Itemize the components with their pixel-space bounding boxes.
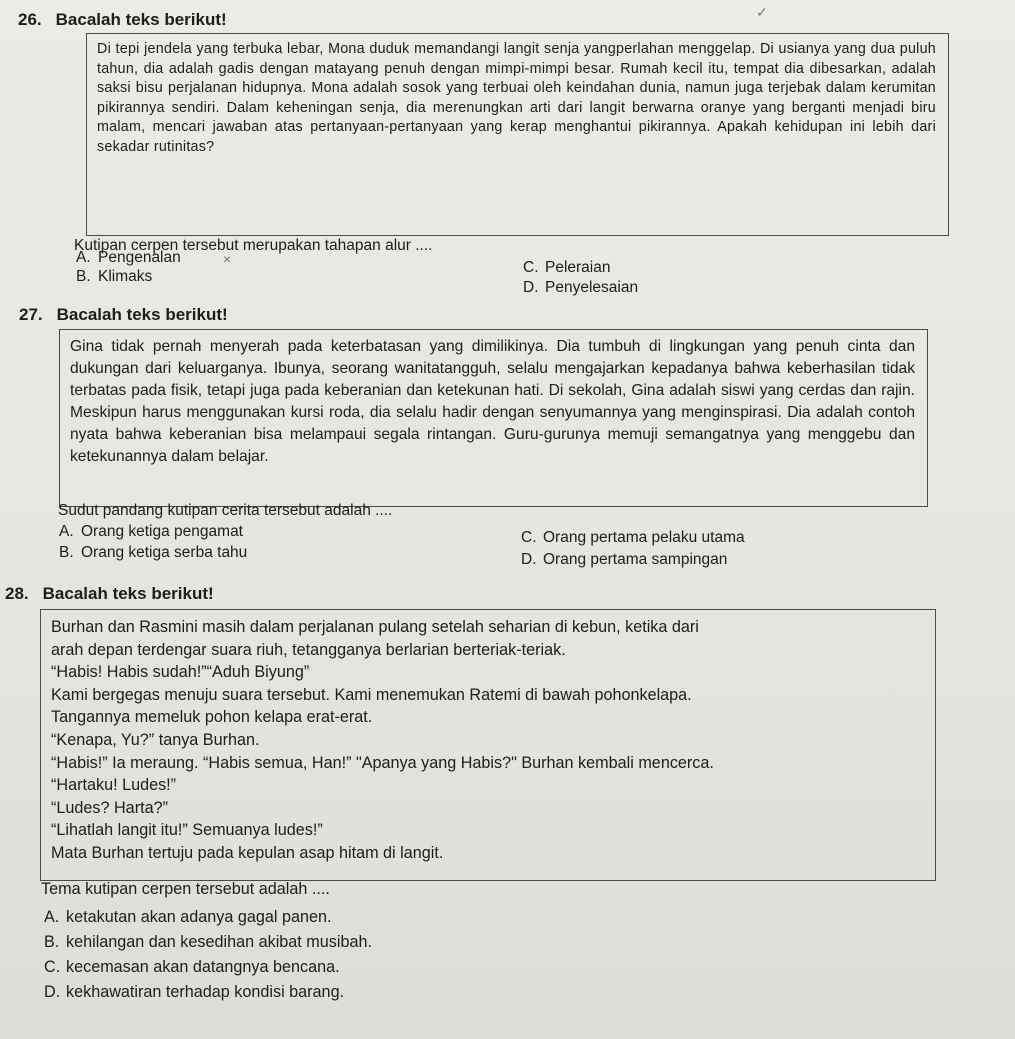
question-26-prompt: Kutipan cerpen tersebut merupakan tahapan alur .... (74, 237, 433, 254)
question-26-option-b[interactable] (76, 268, 152, 286)
passage-line: “Habis! Habis sudah!”“Aduh Biyung” (51, 663, 310, 682)
passage-line: arah depan terdengar suara riuh, tetangganya berlarian berteriak-teriak. (51, 640, 566, 659)
passage-line: “Kenapa, Yu?” tanya Burhan. (51, 730, 260, 749)
check-mark-icon: ✓ (756, 4, 768, 20)
option-letter: D. (523, 279, 539, 296)
question-26-passage: Di tepi jendela yang terbuka lebar, Mona duduk memandangi langit senja yangperlahan menggelap. Di usianya yang dua puluh tahun, dia adalah gadis dengan matayang penuh dengan mimpi-mimpi besar. Rumah kecil itu, tempat dia dibesarkan, adalah saksi bisu perjalanan hidupnya. Mona adalah sosok yang terbuai oleh keindahan dunia, namun juga terjebak dalam kerumitan pikirannya sendiri. Dalam keheningan senja, dia merenungkan arti dari langit berwarna oranye yang berganti menjadi biru malam, mencari jawaban atas pertanyaan-pertanyaan yang kerap menghantui pikirannya. Apakah kehidupan ini lebih dari sekadar rutinitas? (97, 41, 936, 155)
option-text: Pengenalan (98, 249, 181, 266)
question-26-title: Bacalah teks berikut! (55, 10, 227, 29)
option-text: Klimaks (98, 268, 153, 285)
question-28-heading (5, 584, 214, 604)
option-text: Penyelesaian (545, 279, 639, 296)
question-28-prompt: Tema kutipan cerpen tersebut adalah .... (41, 880, 330, 898)
question-26-heading (18, 10, 227, 30)
option-letter: D. (521, 551, 537, 568)
option-text: Orang ketiga serba tahu (81, 544, 248, 561)
option-letter: D. (44, 983, 61, 1001)
option-letter: B. (76, 268, 91, 285)
question-27-passage-box (59, 329, 928, 507)
option-letter: C. (523, 259, 539, 276)
question-27-title: Bacalah teks berikut! (56, 305, 228, 324)
question-28-option-b[interactable] (44, 933, 372, 952)
question-27-option-a[interactable] (59, 523, 243, 541)
option-text: ketakutan akan adanya gagal panen. (66, 908, 332, 926)
question-26-option-d[interactable] (523, 279, 638, 297)
question-26-passage-box (86, 33, 949, 236)
option-letter: C. (44, 958, 61, 976)
passage-line: Burhan dan Rasmini masih dalam perjalanan pulang setelah seharian di kebun, ketika dari (51, 618, 699, 636)
passage-line: Mata Burhan tertuju pada kepulan asap hitam di langit. (51, 843, 444, 862)
option-text: kehilangan dan kesedihan akibat musibah. (66, 933, 372, 951)
passage-line: “Lihatlah langit itu!” Semuanya ludes!” (51, 821, 323, 840)
question-26-option-a[interactable] (76, 249, 181, 267)
option-text: Peleraian (545, 259, 611, 276)
passage-line: “Hartaku! Ludes!” (51, 776, 177, 795)
question-28-number: 28. (5, 584, 29, 603)
passage-line: “Habis!” Ia meraung. “Habis semua, Han!” "Apanya yang Habis?" Burhan kembali mencerca. (51, 753, 714, 772)
option-letter: A. (44, 908, 60, 926)
passage-line: Kami bergegas menuju suara tersebut. Kami menemukan Ratemi di bawah pohonkelapa. (51, 685, 692, 704)
option-letter: A. (76, 249, 91, 266)
option-text: kekhawatiran terhadap kondisi barang. (66, 983, 345, 1001)
option-letter: B. (59, 544, 74, 561)
question-27-option-b[interactable] (59, 544, 247, 562)
question-28-option-d[interactable] (44, 983, 344, 1002)
question-27-heading (19, 305, 228, 325)
question-28-option-a[interactable] (44, 908, 332, 927)
question-28-passage-box (40, 609, 936, 881)
option-letter: C. (521, 529, 537, 546)
question-27-passage: Gina tidak pernah menyerah pada keterbatasan yang dimilikinya. Dia tumbuh di lingkungan yang penuh cinta dan dukungan dari keluarganya. Ibunya, seorang wanitatangguh, selalu mengajarkan kepadanya bahwa keberhasilan tidak terbatas pada fisik, tetapi juga pada keberanian dan ketekunan hati. Di sekolah, Gina adalah siswi yang cerdas dan rajin. Meskipun harus menggunakan kursi roda, dia selalu hadir dengan senyumannya yang menginspirasi. Dia adalah contoh nyata bahwa keberanian bisa melampaui segala rintangan. Guru-gurunya memuji semangatnya yang menggebu dan ketekunannya dalam belajar. (70, 338, 915, 465)
question-26-number: 26. (18, 10, 42, 29)
passage-line: Tangannya memeluk pohon kelapa erat-erat. (51, 708, 373, 727)
question-27-option-d[interactable] (521, 551, 727, 569)
cross-mark-icon: × (223, 251, 232, 267)
question-27-option-c[interactable] (521, 529, 745, 547)
question-28-option-c[interactable] (44, 958, 340, 977)
option-text: Orang ketiga pengamat (81, 523, 243, 540)
option-text: Orang pertama sampingan (543, 551, 728, 568)
option-letter: B. (44, 933, 60, 951)
question-27-number: 27. (19, 305, 43, 324)
question-27-prompt: Sudut pandang kutipan cerita tersebut adalah .... (58, 502, 393, 519)
option-letter: A. (59, 523, 74, 540)
question-28-title: Bacalah teks berikut! (42, 584, 214, 603)
passage-line: “Ludes? Harta?” (51, 798, 168, 817)
option-text: kecemasan akan datangnya bencana. (66, 958, 340, 976)
option-text: Orang pertama pelaku utama (543, 529, 745, 546)
question-26-option-c[interactable] (523, 259, 611, 277)
